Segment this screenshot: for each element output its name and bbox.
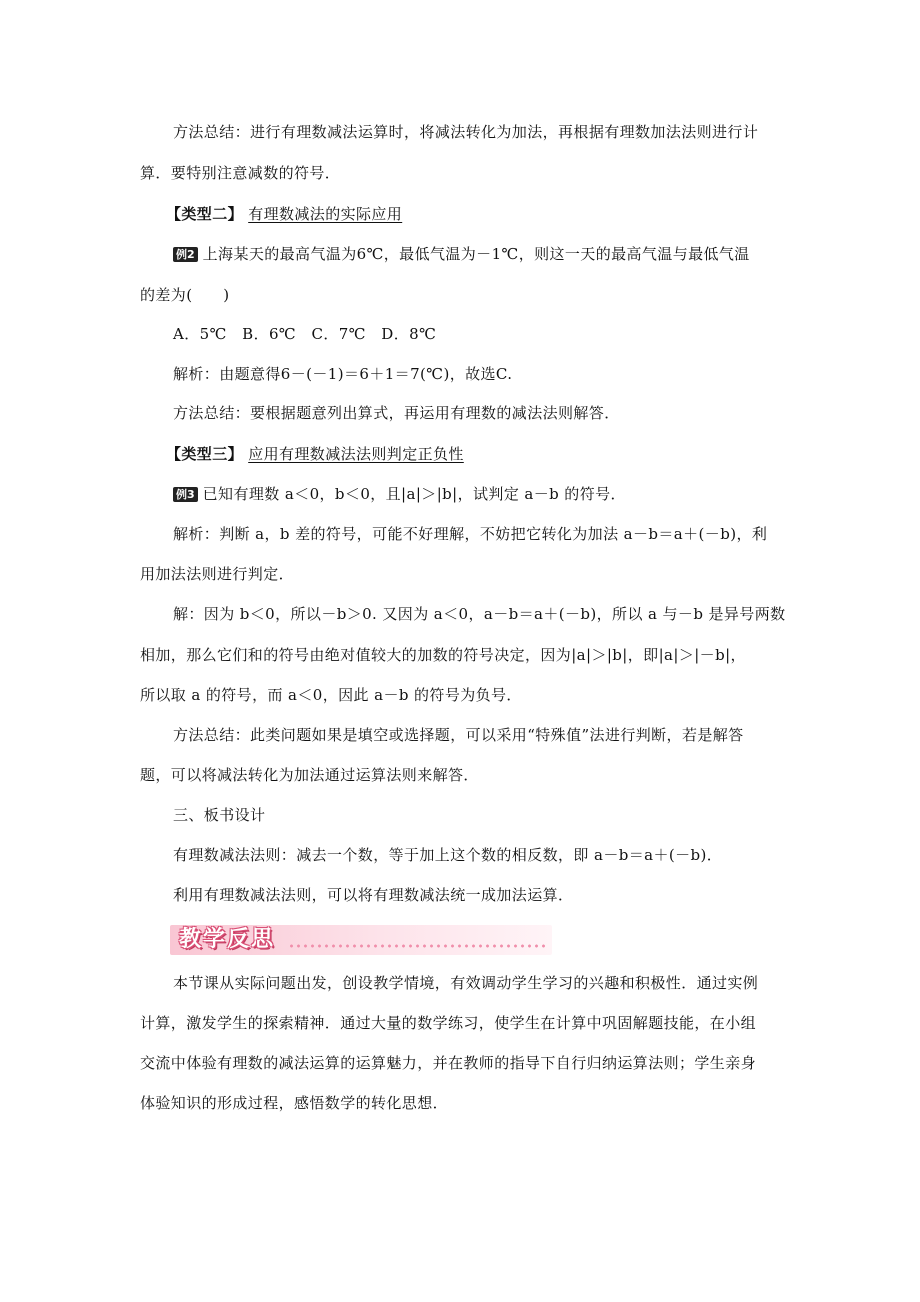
- example-2-options: A．5℃ B．6℃ C．7℃ D．8℃: [173, 325, 437, 343]
- type2-title: 有理数减法的实际应用: [248, 205, 403, 223]
- example-3-analysis-line-1: 解析：判断 a，b 差的符号，可能不好理解，不妨把它转化为加法 a－b＝a＋(－b)，利: [173, 525, 768, 543]
- example-3-question: [173, 483, 818, 505]
- reflection-line-3: 交流中体验有理数的减法运算的运算魅力，并在教师的指导下自行归纳运算法则；学生亲身: [140, 1054, 757, 1072]
- example-3-text: 已知有理数 a＜0，b＜0，且|a|＞|b|，试判定 a－b 的符号．: [202, 485, 626, 503]
- summary-text: 进行有理数减法运算时，将减法转化为加法，再根据有理数加法法则进行计: [250, 123, 759, 141]
- teaching-reflection-banner: [170, 925, 552, 955]
- type3-title: 应用有理数减法法则判定正负性: [248, 445, 464, 463]
- example-3-solution-line-2: 相加，那么它们和的符号由绝对值较大的加数的符号决定，因为|a|＞|b|，即|a|＞|－b|，: [140, 646, 746, 664]
- example-3-solution-line-3: 所以取 a 的符号，而 a＜0，因此 a－b 的符号为负号．: [140, 686, 522, 704]
- reflection-line-2: 计算，激发学生的探索精神．通过大量的数学练习，使学生在计算中巩固解题技能，在小组: [140, 1014, 757, 1032]
- board-design-use: 利用有理数减法法则，可以将有理数减法统一成加法运算．: [173, 886, 574, 904]
- summary-label: 方法总结: [173, 123, 235, 141]
- example-3-solution-line-1: 解：因为 b＜0，所以－b＞0. 又因为 a＜0，a－b＝a＋(－b)，所以 a 与－b 是异号两数: [173, 605, 786, 623]
- type2-bracket: 【类型二】: [166, 205, 244, 223]
- example-2-badge: 例2: [173, 247, 198, 262]
- summary-line-1: 方法总结：进行有理数减法运算时，将减法转化为加法，再根据有理数加法法则进行计: [173, 123, 759, 141]
- example-3-summary-line-1: 方法总结：此类问题如果是填空或选择题，可以采用“特殊值”法进行判断，若是解答: [173, 726, 744, 744]
- summary-line-2: 算．要特别注意减数的符号．: [140, 164, 341, 182]
- type2-heading: [166, 203, 811, 225]
- example-2-question-line-1: [173, 243, 818, 265]
- example-2-summary: 方法总结：要根据题意列出算式，再运用有理数的减法法则解答．: [173, 404, 620, 422]
- type3-heading: [166, 443, 811, 465]
- banner-dots-decoration: [288, 944, 546, 948]
- example-3-analysis-line-2: 用加法法则进行判定．: [140, 565, 295, 583]
- banner-title: 教学反思: [179, 927, 276, 952]
- example-3-badge: 例3: [173, 487, 198, 502]
- board-design-heading: 三、板书设计: [173, 806, 266, 824]
- type3-bracket: 【类型三】: [166, 445, 244, 463]
- reflection-line-4: 体验知识的形成过程，感悟数学的转化思想．: [140, 1094, 449, 1112]
- example-3-summary-line-2: 题，可以将减法转化为加法通过运算法则来解答．: [140, 766, 479, 784]
- example-2-text: 上海某天的最高气温为6℃，最低气温为－1℃，则这一天的最高气温与最低气温: [202, 245, 750, 263]
- reflection-line-1: 本节课从实际问题出发，创设教学情境，有效调动学生学习的兴趣和积极性．通过实例: [173, 974, 759, 992]
- example-2-question-line-2: 的差为( ): [140, 286, 230, 304]
- example-2-analysis: 解析：由题意得6－(－1)＝6＋1＝7(℃)，故选C.: [173, 365, 513, 383]
- board-design-rule: 有理数减法法则：减去一个数，等于加上这个数的相反数，即 a－b＝a＋(－b)．: [173, 846, 723, 864]
